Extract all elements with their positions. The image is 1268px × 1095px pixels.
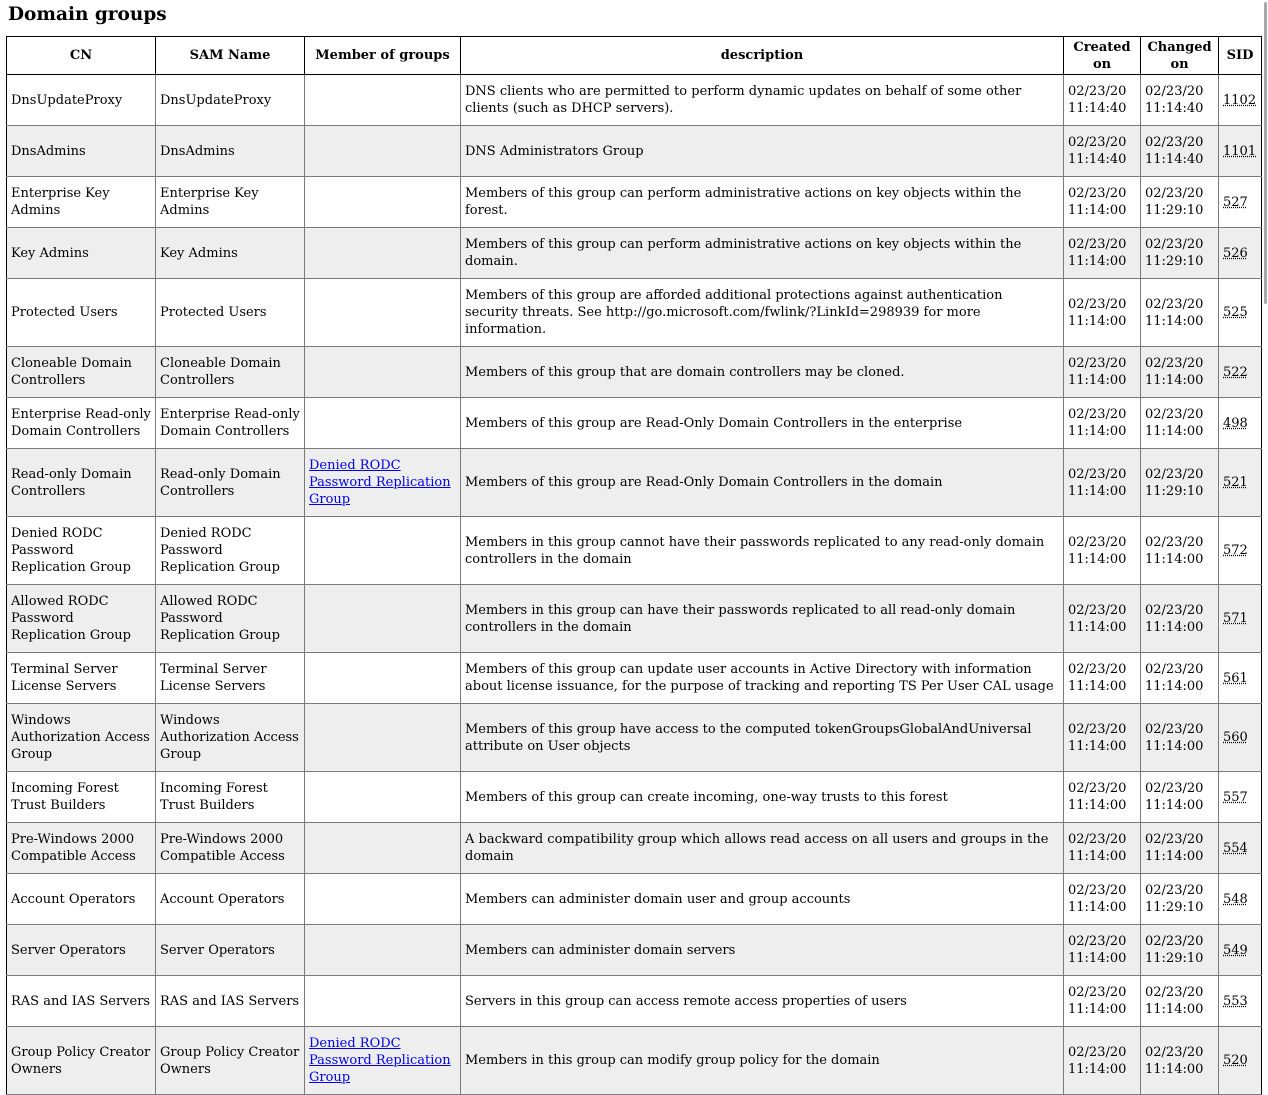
table-header-row xyxy=(7,37,1262,75)
cell-member-of-groups xyxy=(305,177,461,228)
cell-member-of-groups xyxy=(305,653,461,704)
cell-changed-on: 02/23/20 11:29:10 xyxy=(1141,228,1219,279)
sid-value[interactable]: 548 xyxy=(1223,891,1248,907)
cell-changed-on: 02/23/20 11:14:00 xyxy=(1141,653,1219,704)
cell-created-on: 02/23/20 11:14:00 xyxy=(1064,925,1141,976)
cell-sid xyxy=(1219,704,1262,772)
cell-member-of-groups xyxy=(305,398,461,449)
cell-member-of-groups xyxy=(305,1027,461,1095)
cell-sid xyxy=(1219,976,1262,1027)
column-header-description[interactable]: description xyxy=(461,37,1064,75)
cell-sid xyxy=(1219,75,1262,126)
cell-member-of-groups xyxy=(305,126,461,177)
cell-sid xyxy=(1219,449,1262,517)
table-row xyxy=(7,177,1262,228)
cell-changed-on: 02/23/20 11:14:00 xyxy=(1141,585,1219,653)
cell-created-on: 02/23/20 11:14:00 xyxy=(1064,228,1141,279)
sid-value[interactable]: 522 xyxy=(1223,364,1248,380)
cell-description: Members of this group are Read-Only Domain Controllers in the domain xyxy=(461,449,1064,517)
cell-created-on: 02/23/20 11:14:00 xyxy=(1064,874,1141,925)
cell-cn: Cloneable Domain Controllers xyxy=(7,347,156,398)
cell-description: Members in this group can modify group policy for the domain xyxy=(461,1027,1064,1095)
sid-value[interactable]: 1102 xyxy=(1223,92,1257,108)
cell-changed-on: 02/23/20 11:29:10 xyxy=(1141,874,1219,925)
cell-cn: Key Admins xyxy=(7,228,156,279)
cell-cn: Account Operators xyxy=(7,874,156,925)
page-title: Domain groups xyxy=(8,4,167,25)
cell-changed-on: 02/23/20 11:14:40 xyxy=(1141,75,1219,126)
cell-created-on: 02/23/20 11:14:00 xyxy=(1064,976,1141,1027)
cell-cn: Windows Authorization Access Group xyxy=(7,704,156,772)
cell-changed-on: 02/23/20 11:29:10 xyxy=(1141,177,1219,228)
cell-changed-on: 02/23/20 11:14:00 xyxy=(1141,398,1219,449)
cell-sam-name: Cloneable Domain Controllers xyxy=(156,347,305,398)
table-row xyxy=(7,925,1262,976)
cell-changed-on: 02/23/20 11:14:40 xyxy=(1141,126,1219,177)
column-header-created-on[interactable]: Created on xyxy=(1064,37,1141,75)
table-row xyxy=(7,585,1262,653)
sid-value[interactable]: 554 xyxy=(1223,840,1248,856)
sid-value[interactable]: 557 xyxy=(1223,789,1248,805)
cell-created-on: 02/23/20 11:14:00 xyxy=(1064,347,1141,398)
cell-sam-name: DnsUpdateProxy xyxy=(156,75,305,126)
column-header-member-of-groups[interactable]: Member of groups xyxy=(305,37,461,75)
cell-sam-name: Incoming Forest Trust Builders xyxy=(156,772,305,823)
cell-sam-name: Group Policy Creator Owners xyxy=(156,1027,305,1095)
sid-value[interactable]: 553 xyxy=(1223,993,1248,1009)
sid-value[interactable]: 1101 xyxy=(1223,143,1257,159)
cell-description: Members of this group can create incoming, one-way trusts to this forest xyxy=(461,772,1064,823)
table-row xyxy=(7,228,1262,279)
table-row xyxy=(7,653,1262,704)
cell-sid xyxy=(1219,398,1262,449)
cell-description: DNS clients who are permitted to perform dynamic updates on behalf of some other clients (such as DHCP servers). xyxy=(461,75,1064,126)
cell-changed-on: 02/23/20 11:14:00 xyxy=(1141,823,1219,874)
cell-description: Members of this group are Read-Only Domain Controllers in the enterprise xyxy=(461,398,1064,449)
cell-description: Members can administer domain servers xyxy=(461,925,1064,976)
cell-sam-name: DnsAdmins xyxy=(156,126,305,177)
cell-cn: Enterprise Key Admins xyxy=(7,177,156,228)
cell-sam-name: Server Operators xyxy=(156,925,305,976)
column-header-sid[interactable]: SID xyxy=(1219,37,1262,75)
column-header-sam-name[interactable]: SAM Name xyxy=(156,37,305,75)
cell-sid xyxy=(1219,177,1262,228)
cell-cn: Group Policy Creator Owners xyxy=(7,1027,156,1095)
cell-sam-name: Pre-Windows 2000 Compatible Access xyxy=(156,823,305,874)
cell-sam-name: RAS and IAS Servers xyxy=(156,976,305,1027)
cell-cn: Protected Users xyxy=(7,279,156,347)
cell-description: Members of this group can update user accounts in Active Directory with information about license issuance, for the purpose of tracking and reporting TS Per User CAL usage xyxy=(461,653,1064,704)
column-header-changed-on[interactable]: Changed on xyxy=(1141,37,1219,75)
sid-value[interactable]: 561 xyxy=(1223,670,1248,686)
cell-description: Members of this group can perform administrative actions on key objects within the domain. xyxy=(461,228,1064,279)
cell-member-of-groups xyxy=(305,823,461,874)
cell-created-on: 02/23/20 11:14:00 xyxy=(1064,1027,1141,1095)
cell-cn: RAS and IAS Servers xyxy=(7,976,156,1027)
cell-cn: Read-only Domain Controllers xyxy=(7,449,156,517)
cell-sid xyxy=(1219,279,1262,347)
cell-cn: Incoming Forest Trust Builders xyxy=(7,772,156,823)
cell-created-on: 02/23/20 11:14:00 xyxy=(1064,823,1141,874)
cell-created-on: 02/23/20 11:14:00 xyxy=(1064,585,1141,653)
table-row xyxy=(7,279,1262,347)
cell-sam-name: Windows Authorization Access Group xyxy=(156,704,305,772)
cell-cn: DnsUpdateProxy xyxy=(7,75,156,126)
cell-member-of-groups xyxy=(305,347,461,398)
column-header-cn[interactable]: CN xyxy=(7,37,156,75)
cell-description: Members in this group cannot have their passwords replicated to any read-only domain controllers in the domain xyxy=(461,517,1064,585)
cell-description: A backward compatibility group which allows read access on all users and groups in the domain xyxy=(461,823,1064,874)
scrollbar-thumb[interactable] xyxy=(1264,2,1267,304)
cell-sam-name: Read-only Domain Controllers xyxy=(156,449,305,517)
cell-member-of-groups xyxy=(305,874,461,925)
cell-sam-name: Allowed RODC Password Replication Group xyxy=(156,585,305,653)
cell-changed-on: 02/23/20 11:14:00 xyxy=(1141,1027,1219,1095)
group-link[interactable]: Denied RODC Password Replication Group xyxy=(309,458,451,507)
cell-changed-on: 02/23/20 11:29:10 xyxy=(1141,449,1219,517)
cell-sid xyxy=(1219,823,1262,874)
cell-sam-name: Key Admins xyxy=(156,228,305,279)
cell-created-on: 02/23/20 11:14:00 xyxy=(1064,704,1141,772)
sid-value[interactable]: 572 xyxy=(1223,543,1248,558)
sid-value[interactable]: 527 xyxy=(1223,194,1248,210)
cell-member-of-groups xyxy=(305,449,461,517)
cell-changed-on: 02/23/20 11:29:10 xyxy=(1141,925,1219,976)
cell-member-of-groups xyxy=(305,75,461,126)
table-body xyxy=(7,75,1262,1095)
table-row xyxy=(7,874,1262,925)
cell-sam-name: Enterprise Key Admins xyxy=(156,177,305,228)
cell-sam-name: Denied RODC Password Replication Group xyxy=(156,517,305,585)
cell-sam-name: Account Operators xyxy=(156,874,305,925)
cell-created-on: 02/23/20 11:14:00 xyxy=(1064,517,1141,585)
sid-value[interactable]: 571 xyxy=(1223,611,1248,626)
cell-sid xyxy=(1219,517,1262,585)
cell-description: Members in this group can have their passwords replicated to all read-only domain controllers in the domain xyxy=(461,585,1064,653)
cell-member-of-groups xyxy=(305,279,461,347)
cell-cn: Allowed RODC Password Replication Group xyxy=(7,585,156,653)
table-row xyxy=(7,347,1262,398)
cell-sid xyxy=(1219,653,1262,704)
sid-value[interactable]: 520 xyxy=(1223,1053,1248,1068)
cell-sid xyxy=(1219,126,1262,177)
cell-sid xyxy=(1219,347,1262,398)
cell-changed-on: 02/23/20 11:14:00 xyxy=(1141,517,1219,585)
cell-cn: Server Operators xyxy=(7,925,156,976)
cell-description: Members of this group are afforded additional protections against authentication security threats. See http://go.microsoft.com/fwlink/?LinkId=298939 for more information. xyxy=(461,279,1064,347)
cell-sid xyxy=(1219,874,1262,925)
cell-sam-name: Enterprise Read-only Domain Controllers xyxy=(156,398,305,449)
cell-created-on: 02/23/20 11:14:00 xyxy=(1064,653,1141,704)
cell-created-on: 02/23/20 11:14:40 xyxy=(1064,75,1141,126)
cell-description: Members of this group can perform administrative actions on key objects within the forest. xyxy=(461,177,1064,228)
cell-created-on: 02/23/20 11:14:40 xyxy=(1064,126,1141,177)
cell-description: Members of this group have access to the computed tokenGroupsGlobalAndUniversal attribute on User objects xyxy=(461,704,1064,772)
cell-created-on: 02/23/20 11:14:00 xyxy=(1064,449,1141,517)
cell-description: Servers in this group can access remote access properties of users xyxy=(461,976,1064,1027)
cell-sid xyxy=(1219,925,1262,976)
table-row xyxy=(7,823,1262,874)
group-link[interactable]: Denied RODC Password Replication Group xyxy=(309,1036,451,1085)
sid-value[interactable]: 549 xyxy=(1223,942,1248,958)
cell-sid xyxy=(1219,1027,1262,1095)
table-row xyxy=(7,398,1262,449)
cell-cn: Terminal Server License Servers xyxy=(7,653,156,704)
table-row xyxy=(7,75,1262,126)
cell-cn: Pre-Windows 2000 Compatible Access xyxy=(7,823,156,874)
cell-created-on: 02/23/20 11:14:00 xyxy=(1064,398,1141,449)
table-row xyxy=(7,976,1262,1027)
cell-changed-on: 02/23/20 11:14:00 xyxy=(1141,279,1219,347)
cell-member-of-groups xyxy=(305,772,461,823)
cell-changed-on: 02/23/20 11:14:00 xyxy=(1141,347,1219,398)
cell-created-on: 02/23/20 11:14:00 xyxy=(1064,279,1141,347)
table-row xyxy=(7,772,1262,823)
cell-member-of-groups xyxy=(305,976,461,1027)
sid-value[interactable]: 525 xyxy=(1223,305,1248,320)
cell-sid xyxy=(1219,585,1262,653)
cell-changed-on: 02/23/20 11:14:00 xyxy=(1141,976,1219,1027)
cell-member-of-groups xyxy=(305,925,461,976)
cell-changed-on: 02/23/20 11:14:00 xyxy=(1141,704,1219,772)
cell-member-of-groups xyxy=(305,517,461,585)
cell-cn: Denied RODC Password Replication Group xyxy=(7,517,156,585)
cell-description: Members of this group that are domain controllers may be cloned. xyxy=(461,347,1064,398)
sid-value[interactable]: 560 xyxy=(1223,730,1248,745)
cell-member-of-groups xyxy=(305,228,461,279)
cell-sid xyxy=(1219,772,1262,823)
table-row xyxy=(7,517,1262,585)
cell-sam-name: Protected Users xyxy=(156,279,305,347)
cell-description: Members can administer domain user and group accounts xyxy=(461,874,1064,925)
cell-description: DNS Administrators Group xyxy=(461,126,1064,177)
table-row xyxy=(7,449,1262,517)
cell-created-on: 02/23/20 11:14:00 xyxy=(1064,177,1141,228)
table-row xyxy=(7,1027,1262,1095)
domain-groups-table xyxy=(6,36,1262,1095)
table-row xyxy=(7,704,1262,772)
cell-member-of-groups xyxy=(305,704,461,772)
cell-cn: Enterprise Read-only Domain Controllers xyxy=(7,398,156,449)
table-row xyxy=(7,126,1262,177)
sid-value[interactable]: 526 xyxy=(1223,245,1248,261)
cell-changed-on: 02/23/20 11:14:00 xyxy=(1141,772,1219,823)
cell-sam-name: Terminal Server License Servers xyxy=(156,653,305,704)
cell-created-on: 02/23/20 11:14:00 xyxy=(1064,772,1141,823)
cell-sid xyxy=(1219,228,1262,279)
cell-cn: DnsAdmins xyxy=(7,126,156,177)
sid-value[interactable]: 498 xyxy=(1223,415,1248,431)
cell-member-of-groups xyxy=(305,585,461,653)
sid-value[interactable]: 521 xyxy=(1223,475,1248,490)
